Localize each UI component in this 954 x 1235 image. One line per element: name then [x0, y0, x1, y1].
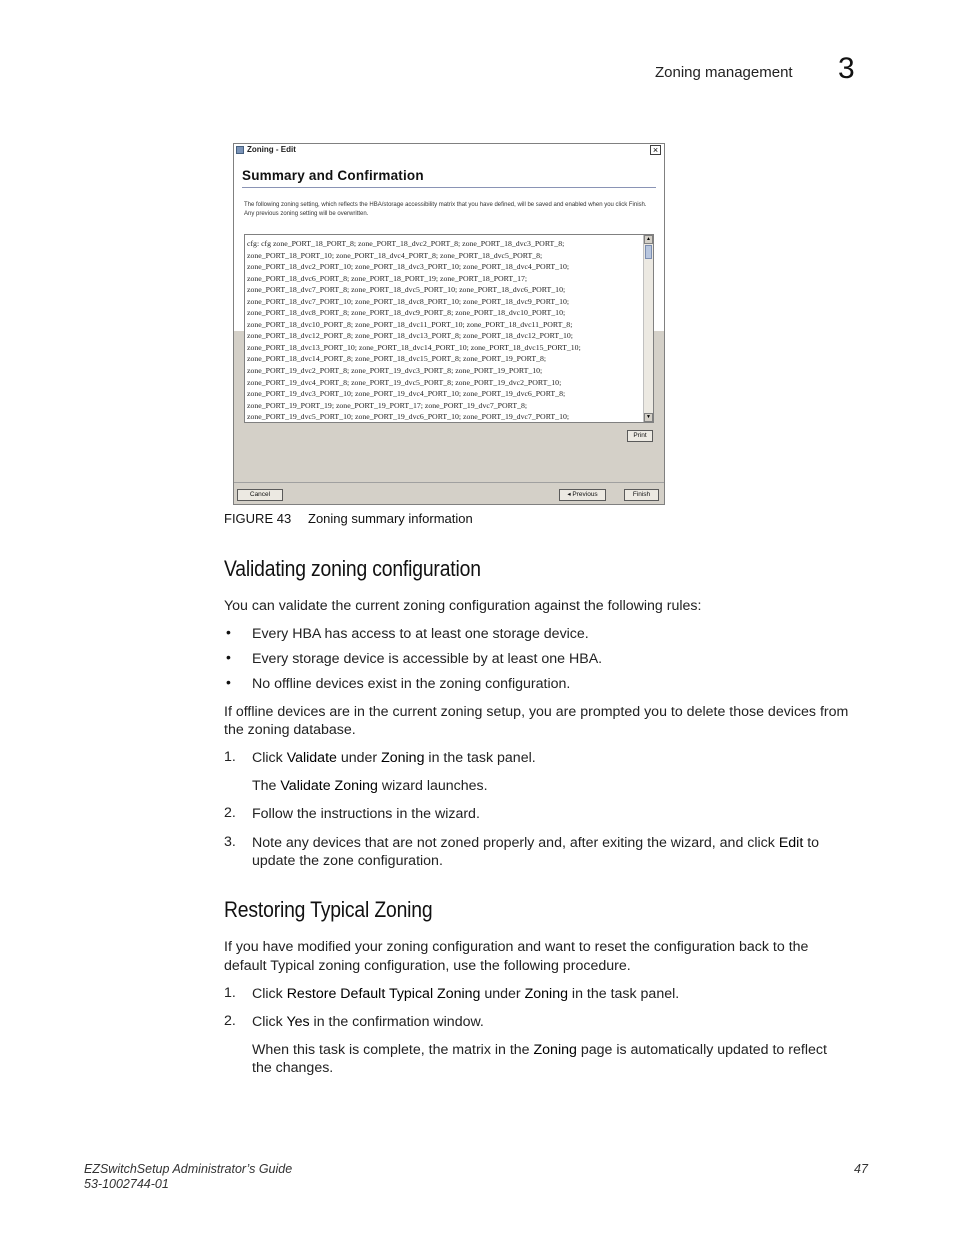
step-number: 1. [224, 749, 236, 765]
summary-line: zone_PORT_18_dvc7_PORT_8; zone_PORT_18_dvc5_PORT_10; zone_PORT_18_dvc6_PORT_10; [247, 285, 566, 295]
figure-number: FIGURE 43 [224, 511, 292, 526]
dialog-window-title: Zoning - Edit [247, 145, 296, 154]
summary-line: zone_PORT_18_dvc2_PORT_10; zone_PORT_18_dvc3_PORT_10; zone_PORT_18_dvc4_PORT_10; [247, 262, 570, 272]
summary-line: zone_PORT_19_dvc4_PORT_8; zone_PORT_19_dvc5_PORT_8; zone_PORT_19_dvc2_PORT_10; [247, 377, 562, 387]
summary-line: cfg: cfg zone_PORT_18_PORT_8; zone_PORT_18_dvc2_PORT_8; zone_PORT_18_dvc3_PORT_8; [247, 239, 565, 248]
validate-step-1: Click Validate under Zoning in the task panel. [252, 750, 536, 766]
summary-line: zone_PORT_18_dvc12_PORT_8; zone_PORT_18_dvc13_PORT_8; zone_PORT_18_dvc12_PORT_10; [247, 331, 573, 341]
scroll-down-icon[interactable]: ▼ [644, 413, 653, 422]
validating-intro: You can validate the current zoning configuration against the following rules: [224, 598, 702, 614]
back-arrow-icon: ◂ [567, 491, 573, 498]
ui-term-edit: Edit [778, 835, 804, 851]
chapter-number: 3 [838, 52, 855, 85]
rule-item: Every storage device is accessible by at least one HBA. [252, 651, 603, 667]
previous-button-label: Previous [572, 491, 598, 498]
bullet-icon: • [226, 674, 231, 690]
summary-line: zone_PORT_19_PORT_19; zone_PORT_19_PORT_17; zone_PORT_19_dvc7_PORT_8; [247, 400, 528, 410]
summary-line: zone_PORT_18_dvc13_PORT_10; zone_PORT_18_dvc14_PORT_10; zone_PORT_18_dvc15_PORT_10; [247, 342, 581, 352]
offline-note-line2: the zoning database. [224, 722, 356, 738]
zoning-edit-dialog-figure [233, 143, 665, 505]
section-heading-restoring: Restoring Typical Zoning [224, 897, 433, 922]
bullet-icon: • [226, 624, 231, 640]
ui-term-validate: Validate [286, 750, 337, 766]
summary-line: zone_PORT_18_dvc8_PORT_8; zone_PORT_18_dvc9_PORT_8; zone_PORT_18_dvc10_PORT_10; [247, 308, 566, 318]
restore-step-2-result-line2: the changes. [252, 1060, 334, 1076]
ui-term-restore-default: Restore Default Typical Zoning [286, 986, 481, 1002]
section-heading-validating: Validating zoning configuration [224, 556, 481, 581]
restore-step-1: Click Restore Default Typical Zoning under Zoning in the task panel. [252, 986, 680, 1002]
summary-line: zone_PORT_18_PORT_10; zone_PORT_18_dvc4_PORT_8; zone_PORT_18_dvc5_PORT_8; [247, 250, 543, 260]
summary-line: zone_PORT_18_dvc7_PORT_10; zone_PORT_18_dvc8_PORT_10; zone_PORT_18_dvc9_PORT_10; [247, 296, 570, 306]
step-number: 1. [224, 985, 236, 1001]
validate-step-3-line1: Note any devices that are not zoned properly and, after exiting the wizard, and click Edit to [252, 835, 820, 851]
footer-page-number: 47 [854, 1162, 868, 1176]
summary-line: zone_PORT_19_dvc2_PORT_8; zone_PORT_19_dvc3_PORT_8; zone_PORT_19_PORT_10; [247, 366, 543, 376]
rule-item: Every HBA has access to at least one storage device. [252, 626, 589, 642]
close-icon[interactable]: × [650, 145, 661, 155]
footer-doc-number: 53-1002744-01 [84, 1177, 169, 1191]
summary-line: zone_PORT_19_dvc3_PORT_10; zone_PORT_19_dvc4_PORT_10; zone_PORT_19_dvc6_PORT_8; [247, 389, 566, 399]
dialog-button-divider [234, 482, 664, 483]
print-button[interactable]: Print [627, 430, 653, 442]
cancel-button[interactable]: Cancel [237, 489, 283, 501]
summary-line: zone_PORT_18_dvc14_PORT_8; zone_PORT_18_dvc15_PORT_8; zone_PORT_19_PORT_8; [247, 354, 547, 364]
bullet-icon: • [226, 649, 231, 665]
previous-button[interactable] [559, 489, 606, 501]
summary-line: zone_PORT_19_dvc5_PORT_10; zone_PORT_19_dvc6_PORT_10; zone_PORT_19_dvc7_PORT_10; [247, 412, 570, 422]
offline-note-line1: If offline devices are in the current zoning setup, you are prompted you to delete those devices from [224, 704, 849, 720]
restore-step-2: Click Yes in the confirmation window. [252, 1014, 484, 1030]
restoring-intro-line2: default Typical zoning configuration, use the following procedure. [224, 958, 631, 974]
running-header-title: Zoning management [655, 64, 793, 81]
validate-step-3-line2: update the zone configuration. [252, 853, 443, 869]
dialog-heading-divider [242, 187, 656, 188]
vertical-scrollbar[interactable] [643, 235, 653, 422]
app-icon [236, 146, 244, 154]
ui-term-zoning: Zoning [533, 1042, 577, 1058]
step-number: 2. [224, 805, 236, 821]
restore-step-2-result-line1: When this task is complete, the matrix in the Zoning page is automatically updated to reflect [252, 1042, 827, 1058]
validate-step-1-result: The Validate Zoning wizard launches. [252, 778, 488, 794]
zoning-summary-textarea[interactable] [244, 234, 654, 423]
restoring-intro-line1: If you have modified your zoning configuration and want to reset the configuration back to the [224, 939, 809, 955]
ui-term-validate-zoning: Validate Zoning [280, 778, 378, 794]
figure-caption: Zoning summary information [308, 511, 473, 526]
step-number: 2. [224, 1013, 236, 1029]
rule-item: No offline devices exist in the zoning configuration. [252, 676, 571, 692]
ui-term-yes: Yes [286, 1014, 310, 1030]
dialog-titlebar [234, 144, 664, 158]
summary-line: zone_PORT_18_dvc6_PORT_8; zone_PORT_18_PORT_19; zone_PORT_18_PORT_17; [247, 273, 528, 283]
step-number: 3. [224, 834, 236, 850]
ui-term-zoning: Zoning [381, 750, 425, 766]
dialog-heading: Summary and Confirmation [242, 168, 424, 183]
validate-step-2: Follow the instructions in the wizard. [252, 806, 480, 822]
dialog-description: The following zoning setting, which reflects the HBA/storage accessibility matrix that you have defined, will be saved and enabled when you click Finish. Any previous zoning setting will be overwritten. [244, 202, 647, 217]
footer-guide-title: EZSwitchSetup Administrator’s Guide [84, 1162, 293, 1176]
finish-button[interactable]: Finish [624, 489, 659, 501]
summary-lines [247, 238, 642, 423]
ui-term-zoning: Zoning [524, 986, 568, 1002]
summary-line: zone_PORT_18_dvc10_PORT_8; zone_PORT_18_dvc11_PORT_10; zone_PORT_18_dvc11_PORT_8; [247, 319, 573, 329]
scroll-thumb[interactable] [645, 245, 652, 259]
scroll-up-icon[interactable]: ▲ [644, 235, 653, 244]
